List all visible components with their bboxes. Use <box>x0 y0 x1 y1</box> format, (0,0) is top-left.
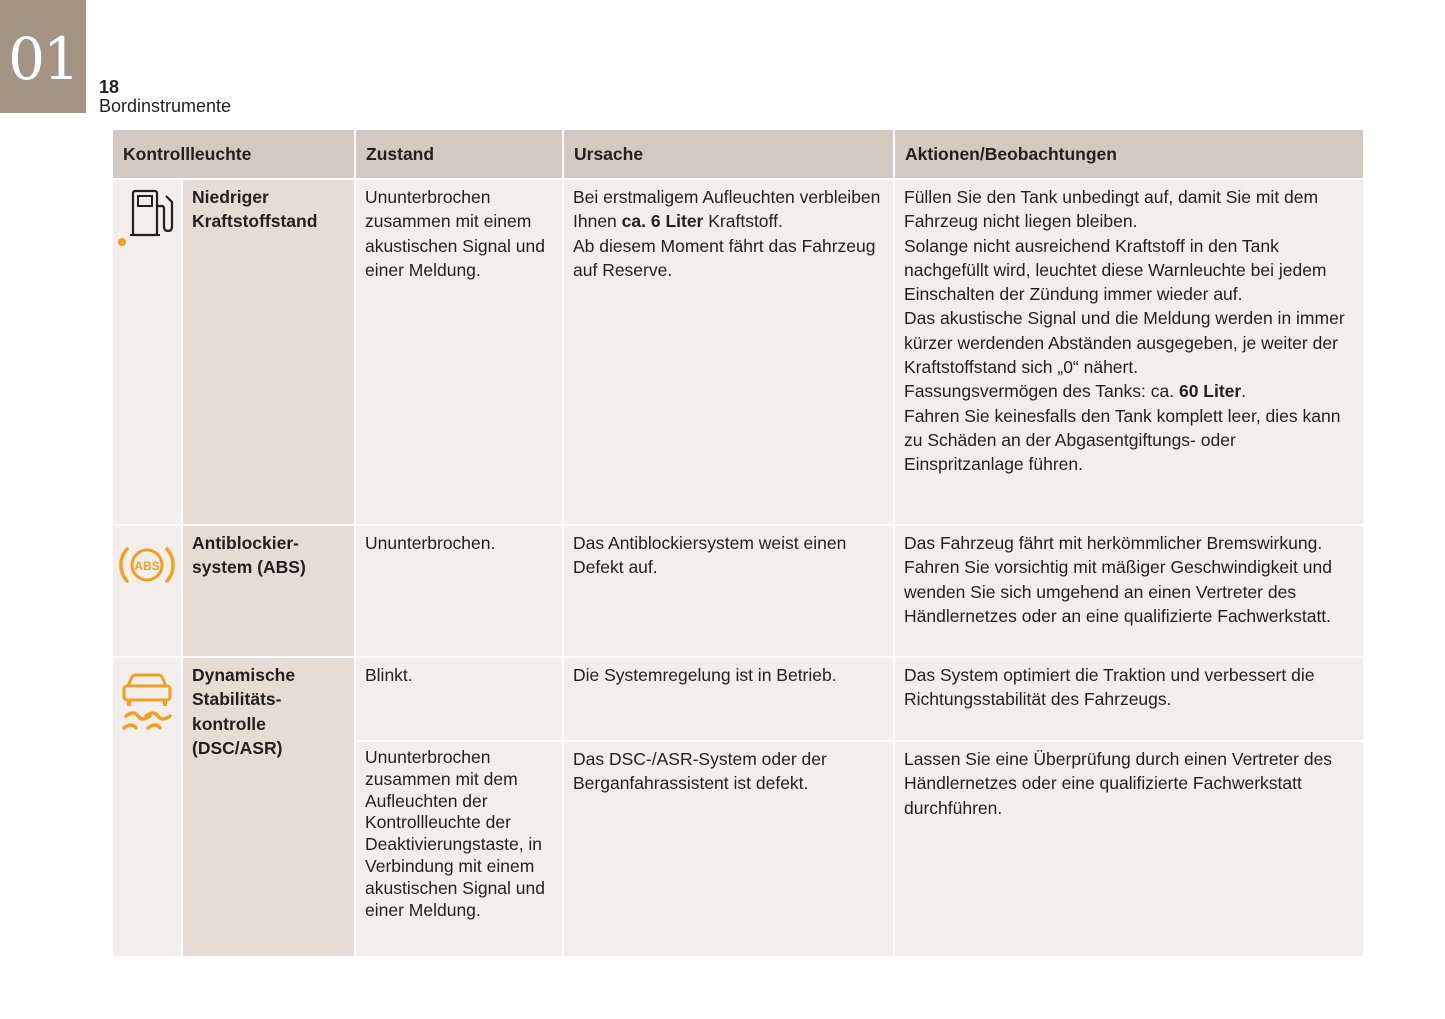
dsc-icon-cell <box>113 658 181 956</box>
section-title: Bordinstrumente <box>99 96 232 116</box>
row-ursache-dsc-2: Das DSC-/ASR-System oder der Berganfahrassistent ist defekt. <box>564 742 893 956</box>
row-zustand-abs: Ununterbrochen. <box>356 526 562 656</box>
row-name-fuel: Niedriger Kraftstoffstand <box>183 180 354 524</box>
abs-warning-icon <box>117 540 177 590</box>
aktion-paragraph: Solange nicht ausreichend Kraftstoff in den Tank nachgefüllt wird, leuchtet diese Warnleuchte bei jedem Einschalten der Zündung immer wieder auf. <box>904 235 1327 305</box>
row-ursache-abs: Das Antiblockiersystem weist einen Defekt auf. <box>564 526 893 656</box>
warning-dot-icon <box>118 238 126 246</box>
aktion-paragraph: Füllen Sie den Tank unbedingt auf, damit Sie mit dem Fahrzeug nicht liegen bleiben. <box>904 187 1319 232</box>
fuel-pump-icon <box>129 188 177 238</box>
row-aktion-dsc-2: Lassen Sie eine Überprüfung durch einen Vertreter des Händlernetzes oder eine qualifizierte Fachwerkstatt durchführen. <box>895 742 1363 956</box>
header-kontrollleuchte: Kontrollleuchte <box>113 130 354 178</box>
row-ursache-fuel <box>564 180 893 524</box>
fuel-icon-cell <box>113 180 181 524</box>
row-aktion-fuel <box>895 180 1363 524</box>
row-zustand-dsc-2: Ununterbrochen zusammen mit dem Aufleuchten der Kontrollleuchte der Deaktivierungstaste, in Verbindung mit einem akustischen Signal und einer Meldung. <box>356 742 562 956</box>
ursache-fuel-amount: ca. 6 Liter <box>621 211 704 232</box>
row-aktion-dsc-1: Das System optimiert die Traktion und verbessert die Richtungsstabilität des Fahrzeugs. <box>895 658 1363 740</box>
stability-control-icon <box>120 672 176 732</box>
chapter-tab: 01 <box>0 0 86 113</box>
page-number: 18 <box>99 77 120 97</box>
header-ursache: Ursache <box>564 130 893 178</box>
aktion-paragraph: Fassungsvermögen des Tanks: ca. 60 Liter. <box>904 381 1247 402</box>
row-ursache-dsc-1: Die Systemregelung ist in Betrieb. <box>564 658 893 740</box>
aktion-paragraph: Das akustische Signal und die Meldung werden in immer kürzer werdenden Abständen ausgegeben, je weiter der Kraftstoffstand sich „0“ nähert. <box>904 308 1345 378</box>
row-name-dsc: Dynamische Stabilitäts-kontrolle (DSC/ASR) <box>183 658 354 956</box>
ursache-text: Kraftstoff. <box>703 211 783 232</box>
tank-capacity: 60 Liter <box>1178 381 1242 402</box>
warning-lights-table <box>113 130 1359 956</box>
ursache-text: Ab diesem Moment fährt das Fahrzeug auf Reserve. <box>573 235 876 280</box>
ursache-text: Bei erstmaligem Aufleuchten verbleiben Ihnen <box>573 187 881 232</box>
row-aktion-abs: Das Fahrzeug fährt mit herkömmlicher Bremswirkung. Fahren Sie vorsichtig mit mäßiger Geschwindigkeit und wenden Sie sich umgehend an einen Vertreter des Händlernetzes oder an eine qualifizierte Fachwerkstatt. <box>895 526 1363 656</box>
abs-icon-label: ABS <box>134 559 160 573</box>
row-name-abs: Antiblockier-system (ABS) <box>183 526 354 656</box>
header-zustand: Zustand <box>356 130 562 178</box>
aktion-paragraph: Fahren Sie keinesfalls den Tank komplett leer, dies kann zu Schäden an der Abgasentgiftungs- oder Einspritzanlage führen. <box>904 405 1341 475</box>
row-zustand-fuel: Ununterbrochen zusammen mit einem akustischen Signal und einer Meldung. <box>356 180 562 524</box>
abs-icon-cell <box>113 526 181 656</box>
header-aktionen: Aktionen/Beobachtungen <box>895 130 1363 178</box>
row-zustand-dsc-1: Blinkt. <box>356 658 562 740</box>
